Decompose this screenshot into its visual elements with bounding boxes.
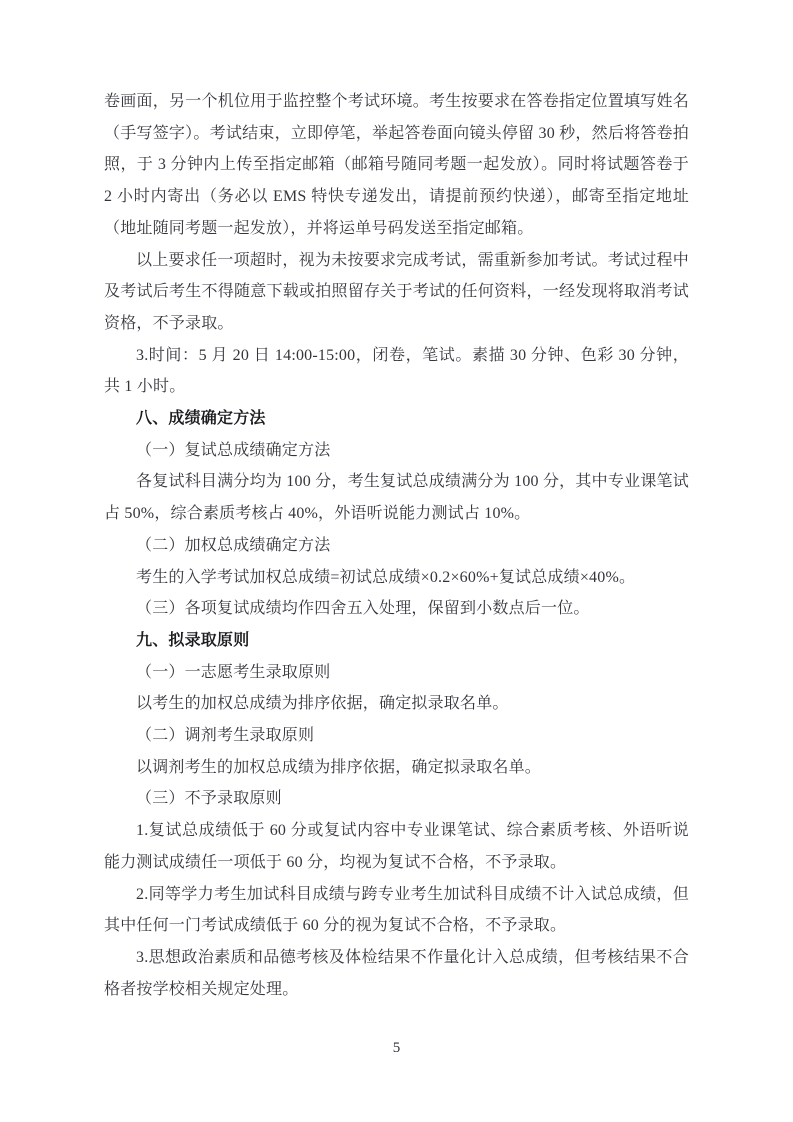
subheading-adjustment-admission: （二）调剂考生录取原则: [136, 727, 315, 745]
paragraph-first-choice-ranking: 以考生的加权总成绩为排序依据，确定拟录取名单。: [136, 695, 509, 713]
subheading-first-choice-admission: （一）一志愿考生录取原则: [136, 663, 331, 681]
paragraph-rejection-rule-1: 1.复试总成绩低于 60 分或复试内容中专业课笔试、综合素质考核、外语听说能力测试成绩任一项低于 60 分，均视为复试不合格，不予录取。: [104, 822, 689, 871]
subheading-retest-score-method: （一）复试总成绩确定方法: [136, 441, 331, 459]
paragraph-rejection-rule-3: 3.思想政治素质和品德考核及体检结果不作量化计入总成绩，但考核结果不合格者按学校相关规定处理。: [104, 948, 689, 998]
paragraph-retest-score-weights: 各复试科目满分均为 100 分，考生复试总成绩满分为 100 分，其中专业课笔试占 50%，综合素质考核占 40%，外语听说能力测试占 10%。: [104, 473, 689, 523]
paragraph-weighted-score-formula: 考生的入学考试加权总成绩=初试总成绩×0.2×60%+复试总成绩×40%。: [136, 568, 636, 586]
heading-score-determination: 八、成绩确定方法: [136, 410, 266, 428]
paragraph-overtime-penalty: 以上要求任一项超时，视为未按要求完成考试，需重新参加考试。考试过程中及考试后考生不得随意下载或拍照留存关于考试的任何资料，一经发现将取消考试资格，不予录取。: [104, 251, 689, 332]
page-text-block: [104, 86, 689, 1005]
paragraph-rejection-rule-2: 2.同等学力考生加试科目成绩与跨专业考生加试科目成绩不计入试总成绩，但其中任何一门考试成绩低于 60 分的视为复试不合格，不予录取。: [104, 885, 689, 935]
subheading-weighted-score-method: （二）加权总成绩确定方法: [136, 536, 331, 554]
heading-admission-principles: 九、拟录取原则: [136, 631, 250, 649]
page-number: 5: [392, 1040, 401, 1056]
paragraph-exam-schedule: 3.时间：5 月 20 日 14:00-15:00，闭卷，笔试。素描 30 分钟、色彩 30 分钟，共 1 小时。: [104, 346, 689, 396]
paragraph-adjustment-ranking: 以调剂考生的加权总成绩为排序依据，确定拟录取名单。: [136, 758, 542, 776]
paragraph-answer-submission: 卷画面，另一个机位用于监控整个考试环境。考生按要求在答卷指定位置填写姓名（手写签字）。考试结束，立即停笔，举起答卷面向镜头停留 30 秒，然后将答卷拍照，于 3 分钟内上传至指定邮箱（邮箱号随同考题一起发放）。同时将试题答卷于 2 小时内寄出（务必以 EMS 特快专递发出，请提前预约快递），邮寄至指定地址（地址随同考题一起发放），并将运单号码发送至指定邮箱。: [104, 93, 689, 237]
subheading-rejection-principles: （三）不予录取原则: [136, 790, 282, 808]
paragraph-rounding-rule: （三）各项复试成绩均作四舍五入处理，保留到小数点后一位。: [136, 600, 590, 618]
